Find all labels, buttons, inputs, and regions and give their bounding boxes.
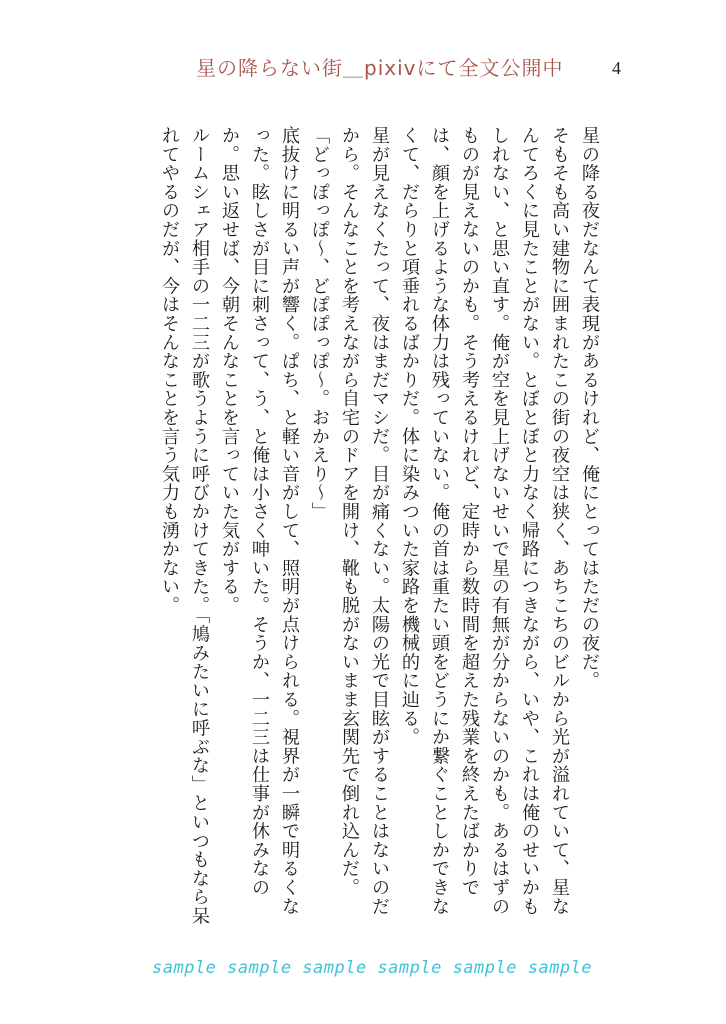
- paragraph: 底抜けに明るい声が響く。ぱち、と軽い音がして、照明が点けられる。視界が一瞬で明るくなった。眩しさが目に刺さって、う、と俺は小さく呻いた。そうか、一二三は仕事が休みなのか。思い返せば、今朝そんなことを言っていた気がする。: [219, 126, 300, 916]
- paragraph: ルームシェア相手の一二三が歌うように呼びかけてきた。「鳩みたいに呼ぶな」といつもなら呆れてやるのだが、今はそんなことを言う気力も湧かない。: [159, 126, 210, 926]
- page-header-title: 星の降らない街＿pixivにて全文公開中: [196, 56, 564, 80]
- paragraph: 星の降る夜だなんて表現があるけれど、俺にとってはただの夜だ。: [579, 126, 600, 690]
- paragraph: 星が見えなくたって、夜はまだマシだ。目が痛くない。太陽の光で目眩がすることはないのだから。そんなことを考えながら自宅のドアを開け、靴も脱がないまま玄関先で倒れ込んだ。: [339, 126, 390, 916]
- paragraph: そもそも高い建物に囲まれたこの街の夜空は狭く、あちこちのビルから光が溢れていて、星なんてろくに見たことがない。とぼとぼと力なく帰路につきながら、いや、これは俺のせいかもしれない、と思い直す。俺が空を見上げないせいで星の有無が分からないのかも。あるはずのものが見えないのかも。そう考えるけれど、定時から数時間を超えた残業を終えたばかりでは、顔を上げるような体力は残っていない。俺の首は重たい頭をどうにか繋ぐことしかできなくて、だらりと項垂れるばかりだ。体に染みついた家路を機械的に辿る。: [399, 126, 570, 916]
- sample-watermark: sample sample sample sample sample sample: [152, 958, 593, 978]
- vertical-body-text: [134, 126, 604, 926]
- paragraph: 「どっぽっぽ〜、どぽぽっぽ〜。おかえり〜」: [309, 126, 330, 521]
- page-number: 4: [612, 58, 621, 78]
